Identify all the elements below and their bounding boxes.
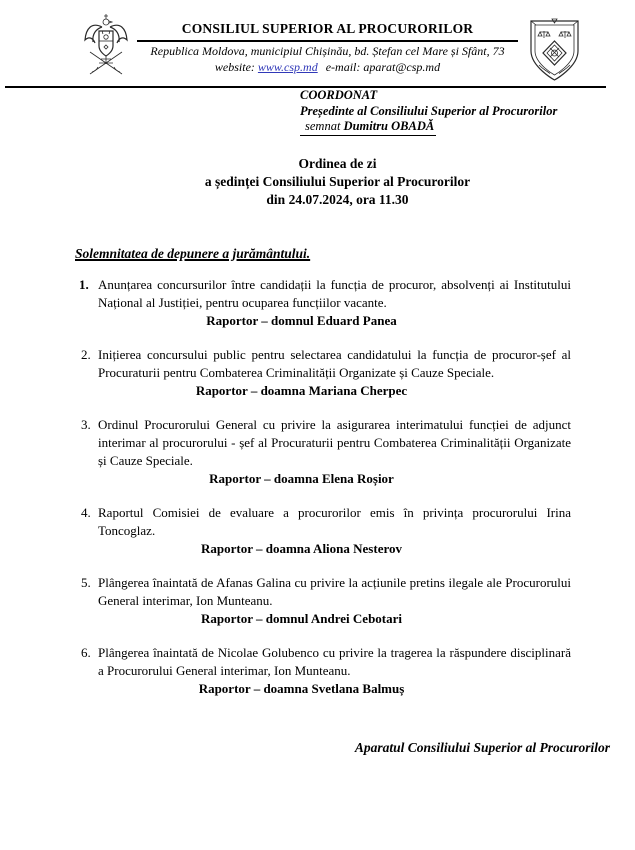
header-divider bbox=[137, 40, 518, 42]
title-line-2: a ședinței Consiliului Superior al Procurorilor bbox=[204, 174, 471, 189]
agenda-list bbox=[75, 276, 571, 714]
agenda-item-raportor: Raportor – domnul Andrei Cebotari bbox=[200, 611, 403, 626]
agenda-item-text: Plângerea înaintată de Nicolae Golubenco cu privire la tragerea la răspundere disciplinară a Procurorului General interimar, Ion Munteanu. bbox=[98, 645, 571, 678]
section-heading: Solemnitatea de depunere a jurământului. bbox=[75, 246, 311, 261]
agenda-item-5 bbox=[75, 574, 571, 628]
agenda-item-raportor: Raportor – doamna Elena Roșior bbox=[209, 471, 394, 486]
agenda-item-text: Anunțarea concursurilor între candidații la funcția de procuror, absolvenți ai Institutului Național al Justiției, pentru ocuparea funcțiilor vacante. bbox=[98, 277, 571, 310]
approval-president-line: Președinte al Consiliului Superior al Procurorilor bbox=[300, 103, 558, 118]
agenda-item-number: 1. bbox=[79, 277, 89, 292]
agenda-item-number: 5. bbox=[81, 575, 91, 590]
signed-name: Dumitru OBADĂ bbox=[343, 119, 435, 133]
agenda-item-number: 2. bbox=[81, 347, 91, 362]
agenda-item-raportor: Raportor – doamna Aliona Nesterov bbox=[200, 541, 403, 556]
agenda-item-text: Inițierea concursului public pentru selectarea candidatului la funcția de procuror-șef al Procuraturii pentru Combaterea Criminalității Organizate și Cauze Speciale. bbox=[98, 347, 571, 380]
agenda-item-4 bbox=[75, 504, 571, 558]
org-name: CONSILIUL SUPERIOR AL PROCURORILOR bbox=[181, 21, 474, 36]
agenda-item-text: Plângerea înaintată de Afanas Galina cu privire la acțiunile pretins ilegale ale Procurorului General interimar, Ion Munteanu. bbox=[98, 575, 571, 608]
email-label: e-mail: bbox=[325, 60, 361, 74]
email-address: aparat@csp.md bbox=[363, 60, 441, 74]
footer-signature: Aparatul Consiliului Superior al Procurorilor bbox=[354, 740, 610, 755]
agenda-item-2 bbox=[75, 346, 571, 400]
agenda-item-number: 3. bbox=[81, 417, 91, 432]
agenda-item-3 bbox=[75, 416, 571, 488]
agenda-item-number: 4. bbox=[81, 505, 91, 520]
document-title bbox=[75, 155, 600, 209]
agenda-item-text: Ordinul Procurorului General cu privire la asigurarea interimatului funcției de adjunct interimar al procurorului - șef al Procuraturii pentru Combaterea Criminalității Organizate și Cauze Speciale. bbox=[98, 417, 571, 468]
agenda-item-raportor: Raportor – domnul Eduard Panea bbox=[206, 313, 397, 328]
org-address: Republica Moldova, municipiul Chișinău, bd. Ștefan cel Mare și Sfânt, 73 bbox=[150, 44, 505, 58]
prosecutors-council-crest-icon bbox=[527, 15, 582, 85]
org-contacts bbox=[135, 60, 520, 75]
agenda-item-6 bbox=[75, 644, 571, 698]
agenda-item-text: Raportul Comisiei de evaluare a procurorilor emis în privința procurorului Irina Toncoglaz. bbox=[98, 505, 571, 538]
moldova-coat-of-arms-icon bbox=[82, 12, 130, 80]
signed-label: semnat bbox=[305, 119, 341, 133]
approval-signature-line bbox=[300, 119, 436, 136]
agenda-item-raportor: Raportor – doamna Svetlana Balmuș bbox=[198, 681, 405, 696]
agenda-item-1 bbox=[75, 276, 571, 330]
agenda-item-raportor: Raportor – doamna Mariana Cherpec bbox=[195, 383, 408, 398]
agenda-item-number: 6. bbox=[81, 645, 91, 660]
approval-block bbox=[300, 88, 557, 136]
title-line-1: Ordinea de zi bbox=[298, 156, 377, 171]
approval-title: COORDONAT bbox=[300, 88, 378, 102]
website-label: website: bbox=[214, 60, 255, 74]
website-link[interactable]: www.csp.md bbox=[257, 60, 318, 74]
header-block bbox=[135, 21, 520, 75]
title-line-3: din 24.07.2024, ora 11.30 bbox=[266, 192, 409, 207]
